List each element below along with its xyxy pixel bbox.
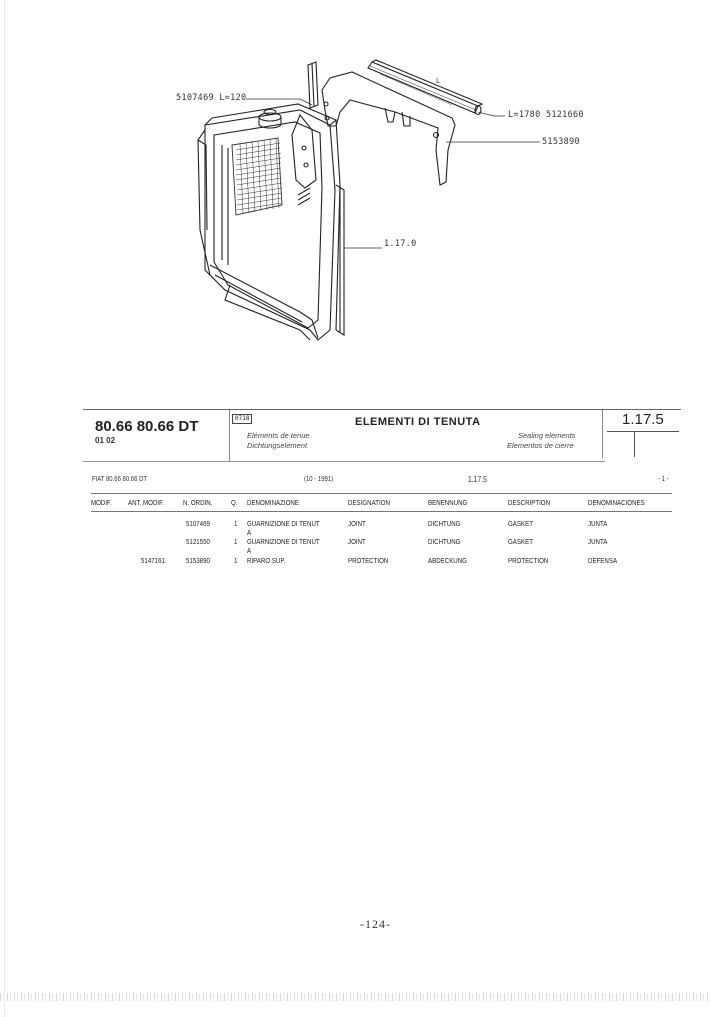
issue-date: (10 - 1991) bbox=[304, 476, 334, 483]
cell-q: 1 bbox=[234, 556, 238, 565]
cell-denomes: JUNTA bbox=[588, 519, 608, 528]
section-code: 0718 bbox=[232, 414, 252, 424]
model-variant: 01 02 bbox=[95, 436, 116, 445]
group-number: 1.17.5 bbox=[468, 475, 487, 484]
title-en: Sealing elements bbox=[518, 431, 576, 440]
leader-1 bbox=[246, 99, 312, 105]
callout-1-17-0: 1.17.0 bbox=[384, 239, 417, 249]
col-n-ordin: N. ORDIN. bbox=[183, 498, 213, 507]
cell-denomes: DEFENSA bbox=[588, 556, 618, 565]
group-reference: 1.17.5 bbox=[622, 411, 664, 428]
title-es: Elementos de cierre bbox=[507, 441, 574, 450]
title-fr: Eléments de tenue bbox=[247, 431, 310, 440]
col-denominazione: DENOMINAZIONE bbox=[247, 498, 299, 507]
table-rule-header bbox=[91, 511, 672, 512]
callout-length-L: L bbox=[436, 77, 441, 85]
ref-rule-h bbox=[607, 431, 679, 432]
cell-desig: JOINT bbox=[348, 519, 366, 528]
cell-denom: GUARNIZIONE DI TENUT bbox=[247, 537, 320, 546]
scan-artifact bbox=[0, 993, 710, 1001]
ref-rule-v bbox=[634, 431, 635, 457]
cell-ant-modif: 5147161 bbox=[141, 556, 165, 565]
page-number: -124- bbox=[360, 917, 391, 931]
section-title: ELEMENTI DI TENUTA bbox=[355, 416, 481, 428]
gasket-5107469 bbox=[308, 62, 318, 108]
header-rule-top bbox=[83, 409, 681, 410]
cell-denom: RIPARO SUP. bbox=[247, 556, 286, 565]
leader-2 bbox=[478, 112, 505, 116]
cell-denom-cont: A bbox=[247, 528, 252, 537]
header-rule-bottom bbox=[83, 461, 605, 462]
col-modif: MODIF. bbox=[91, 498, 112, 507]
header-divider-right bbox=[602, 410, 603, 458]
cell-benen: DICHTUNG bbox=[428, 519, 461, 528]
cell-ordin: 5121550 bbox=[186, 537, 210, 546]
col-denominaciones: DENOMINACIONES bbox=[588, 498, 645, 507]
callout-5121660: L=1780 5121660 bbox=[508, 110, 584, 120]
radiator-core bbox=[232, 138, 282, 215]
cell-descr: GASKET bbox=[508, 519, 533, 528]
cell-desig: JOINT bbox=[348, 537, 366, 546]
col-description: DESCRIPTION bbox=[508, 498, 551, 507]
shield-5153890 bbox=[322, 72, 455, 185]
cell-q: 1 bbox=[234, 537, 238, 546]
col-benennung: BENENNUNG bbox=[428, 498, 468, 507]
sheet-number: - 1 - bbox=[658, 476, 669, 483]
header-divider-left bbox=[229, 410, 230, 462]
callout-5107469: 5107469 L=120 bbox=[176, 93, 247, 103]
cell-denom-cont: A bbox=[247, 546, 252, 555]
cell-ordin: 5153890 bbox=[186, 556, 210, 565]
parts-diagram bbox=[0, 0, 710, 400]
cell-q: 1 bbox=[234, 519, 238, 528]
cell-benen: DICHTUNG bbox=[428, 537, 461, 546]
cell-descr: GASKET bbox=[508, 537, 533, 546]
cell-desig: PROTECTION bbox=[348, 556, 389, 565]
col-ant-modif: ANT. MODIF. bbox=[128, 498, 164, 507]
model-name: 80.66 80.66 DT bbox=[95, 418, 199, 435]
table-rule-top bbox=[91, 493, 672, 494]
callout-5153890: 5153890 bbox=[542, 137, 580, 147]
cell-ordin: 5107469 bbox=[186, 519, 210, 528]
cell-descr: PROTECTION bbox=[508, 556, 549, 565]
col-designation: DESIGNATION bbox=[348, 498, 390, 507]
cell-benen: ABDECKUNG bbox=[428, 556, 467, 565]
col-q: Q. bbox=[231, 498, 238, 507]
cell-denom: GUARNIZIONE DI TENUT bbox=[247, 519, 320, 528]
title-de: Dichtungselement bbox=[247, 441, 308, 450]
applicable-models: FIAT 80.66 80.66 DT bbox=[92, 476, 148, 483]
cell-denomes: JUNTA bbox=[588, 537, 608, 546]
